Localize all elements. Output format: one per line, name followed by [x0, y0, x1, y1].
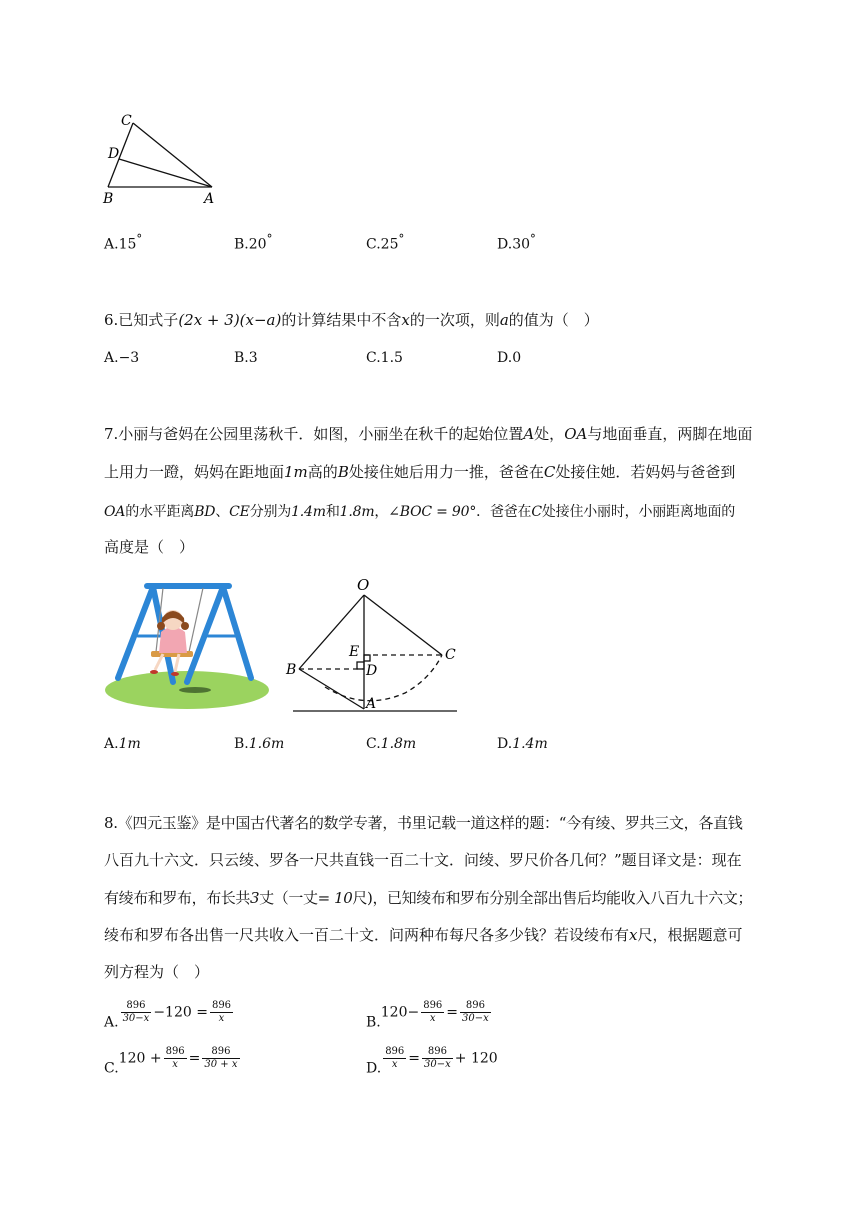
- numerator: 896: [460, 1000, 491, 1013]
- text: 有绫布和罗布，布长共: [104, 889, 251, 907]
- q6-expression: (2x + 3)(x−a): [178, 311, 282, 329]
- option-value: 30: [512, 236, 531, 253]
- denominator: 30−x: [122, 1013, 150, 1024]
- option-letter: A.: [104, 236, 119, 253]
- math-var: x: [629, 926, 638, 944]
- numerator: 896: [423, 1000, 443, 1011]
- q6-option-d[interactable]: [497, 350, 521, 366]
- text: 7.小丽与爸妈在公园里荡秋千．如图，小丽坐在秋千的起始位置: [104, 425, 524, 443]
- math-var: 3: [250, 889, 260, 907]
- numerator: 896: [385, 1046, 405, 1057]
- text: 尺)，已知绫布和罗布分别全部出售后均能收入八百九十六文；: [352, 889, 753, 907]
- text: 和: [325, 504, 340, 520]
- operator: + 120: [454, 1050, 498, 1067]
- math-var: ∠BOC = 90°: [388, 504, 477, 520]
- option-letter: D.: [497, 736, 513, 752]
- text: 处接住她后用力一推，爸爸在: [348, 463, 544, 481]
- math-var: C: [543, 463, 556, 481]
- q8-stem-line-5: 列方程为（ ）: [104, 963, 210, 981]
- label-E: E: [349, 644, 360, 660]
- option-letter: D.: [497, 236, 513, 253]
- q7-stem-line-4: 高度是（ ）: [104, 538, 195, 556]
- label-D: D: [108, 146, 120, 162]
- swing-illustration: [103, 578, 273, 713]
- math-var: = 10: [317, 889, 353, 907]
- label-C: C: [121, 113, 132, 129]
- label-D: D: [366, 663, 378, 679]
- q7-stem-line-3: [104, 501, 735, 523]
- text: 处接住她．若妈妈与爸爸到: [555, 463, 736, 481]
- fraction: [202, 1046, 239, 1071]
- numerator: 896: [121, 1000, 152, 1013]
- text: 处接住小丽时，小丽距离地面的: [541, 504, 736, 520]
- numerator: 896: [422, 1046, 453, 1059]
- option-value: 3: [248, 350, 258, 366]
- fraction: [422, 1046, 453, 1071]
- label-B: B: [286, 662, 297, 678]
- option-letter: A.: [104, 736, 119, 752]
- fraction: [421, 1000, 444, 1025]
- text: 丈（一丈: [259, 889, 318, 907]
- numerator: 896: [202, 1046, 239, 1059]
- option-letter: B.: [366, 1014, 381, 1031]
- math-var: 1.8m: [339, 504, 375, 520]
- q5-option-c[interactable]: [366, 232, 404, 253]
- label-C: C: [445, 647, 456, 663]
- q6-var-x: x: [401, 311, 410, 329]
- fraction: [210, 1000, 233, 1025]
- option-value: 1.8m: [380, 736, 417, 752]
- math-var: 1m: [284, 463, 308, 481]
- degree-sign: °: [398, 232, 405, 246]
- option-value: 20: [248, 236, 267, 253]
- math-var: 1.4m: [291, 504, 326, 520]
- option-letter: C.: [366, 350, 381, 366]
- fraction: [164, 1046, 187, 1071]
- text: 绫布和罗布各出售一尺共收入一百二十文．问两种布每尺各多少钱？若设绫布有: [104, 926, 630, 944]
- q5-triangle-figure: [100, 108, 230, 208]
- option-letter: A.: [104, 350, 119, 366]
- denominator: x: [172, 1059, 178, 1070]
- q7-stem-line-1: [104, 423, 752, 445]
- q7-stem-line-2: [104, 461, 735, 483]
- option-letter: B.: [234, 736, 249, 752]
- math-var: B: [337, 463, 349, 481]
- option-letter: C.: [366, 236, 381, 253]
- label-A: A: [366, 696, 377, 712]
- operator: =: [188, 1050, 201, 1067]
- text: 的水平距离: [125, 504, 195, 520]
- math-var: C: [531, 504, 542, 520]
- operator: −120 =: [153, 1004, 208, 1021]
- text: 处，: [534, 425, 565, 443]
- denominator: x: [391, 1059, 398, 1070]
- q8-option-d[interactable]: [366, 1046, 498, 1077]
- operator: 120−: [380, 1004, 420, 1021]
- option-letter: D.: [497, 350, 513, 366]
- text: 上用力一蹬，妈妈在距地面: [104, 463, 285, 481]
- degree-sign: °: [266, 232, 273, 246]
- q6-text-prefix: 6.已知式子: [104, 311, 179, 329]
- q6-var-a: a: [499, 311, 509, 329]
- q8-stem-line-2: 八百九十六文．只云绫、罗各一尺共直钱一百二十文．问绫、罗尺价各几何？”题目译文是：现在: [104, 851, 742, 869]
- swing-geometry-figure: [285, 575, 465, 717]
- math-var: BD: [194, 504, 216, 520]
- option-letter: C.: [366, 736, 381, 752]
- q6-text-suffix: 的值为（ ）: [508, 311, 599, 329]
- q8-stem-line-3: [104, 887, 752, 909]
- fraction: [121, 1000, 152, 1025]
- degree-sign: °: [530, 232, 536, 246]
- operator: =: [408, 1050, 421, 1067]
- math-var: CE: [229, 504, 250, 520]
- label-A: A: [204, 191, 215, 207]
- q6-text-mid2: 的一次项，则: [409, 311, 500, 329]
- denominator: x: [429, 1013, 436, 1024]
- option-value: 1m: [118, 736, 141, 752]
- q6-stem: [104, 309, 599, 331]
- q6-option-a[interactable]: [104, 350, 139, 366]
- option-value: 1.6m: [248, 736, 285, 752]
- text: 尺，根据题意可: [637, 926, 743, 944]
- numerator: 896: [211, 1000, 232, 1011]
- numerator: 896: [165, 1046, 185, 1057]
- text: 、: [215, 504, 230, 520]
- q8-stem-line-1: 8.《四元玉鉴》是中国古代著名的数学专著，书里记载一道这样的题：“今有绫、罗共三文，各直钱: [104, 814, 743, 832]
- q8-option-c[interactable]: [104, 1046, 242, 1077]
- text: 与地面垂直，两脚在地面: [587, 425, 753, 443]
- denominator: 30 + x: [204, 1059, 238, 1070]
- denominator: x: [218, 1013, 225, 1024]
- text: 分别为: [249, 504, 292, 520]
- fraction: [383, 1046, 406, 1071]
- q7-option-b[interactable]: [234, 736, 284, 752]
- option-letter: B.: [234, 236, 249, 253]
- option-letter: B.: [234, 350, 249, 366]
- text: ，: [374, 504, 389, 520]
- q8-option-b[interactable]: [366, 1000, 493, 1031]
- q5-option-d[interactable]: [497, 232, 536, 253]
- q7-option-c[interactable]: [366, 736, 416, 752]
- q6-text-mid: 的计算结果中不含: [281, 311, 402, 329]
- option-letter: C.: [104, 1060, 119, 1077]
- math-var: OA: [564, 425, 588, 443]
- q7-option-d[interactable]: [497, 736, 548, 752]
- q6-option-b[interactable]: [234, 350, 258, 366]
- option-value: 1.4m: [512, 736, 548, 752]
- q8-stem-line-4: [104, 924, 743, 946]
- degree-sign: °: [136, 232, 143, 246]
- math-var: OA: [104, 504, 126, 520]
- option-value: 1.5: [380, 350, 403, 366]
- label-O: O: [357, 576, 370, 594]
- operator: =: [446, 1004, 459, 1021]
- option-value: −3: [118, 350, 140, 366]
- denominator: 30−x: [424, 1059, 451, 1070]
- fraction: [460, 1000, 491, 1025]
- operator: 120 +: [118, 1050, 162, 1067]
- option-value: 15: [118, 236, 137, 253]
- q5-option-b[interactable]: [234, 232, 272, 253]
- q8-option-a[interactable]: [104, 1000, 235, 1031]
- q5-option-a[interactable]: [104, 232, 142, 253]
- q7-option-a[interactable]: [104, 736, 141, 752]
- denominator: 30−x: [462, 1013, 489, 1024]
- option-value: 25: [380, 236, 399, 253]
- option-letter: D.: [366, 1060, 382, 1077]
- option-letter: A.: [104, 1014, 119, 1031]
- option-value: 0: [512, 350, 522, 366]
- math-var: A: [523, 425, 535, 443]
- text: 高的: [307, 463, 338, 481]
- label-B: B: [103, 191, 114, 207]
- text: ．爸爸在: [476, 504, 532, 520]
- q6-option-c[interactable]: [366, 350, 403, 366]
